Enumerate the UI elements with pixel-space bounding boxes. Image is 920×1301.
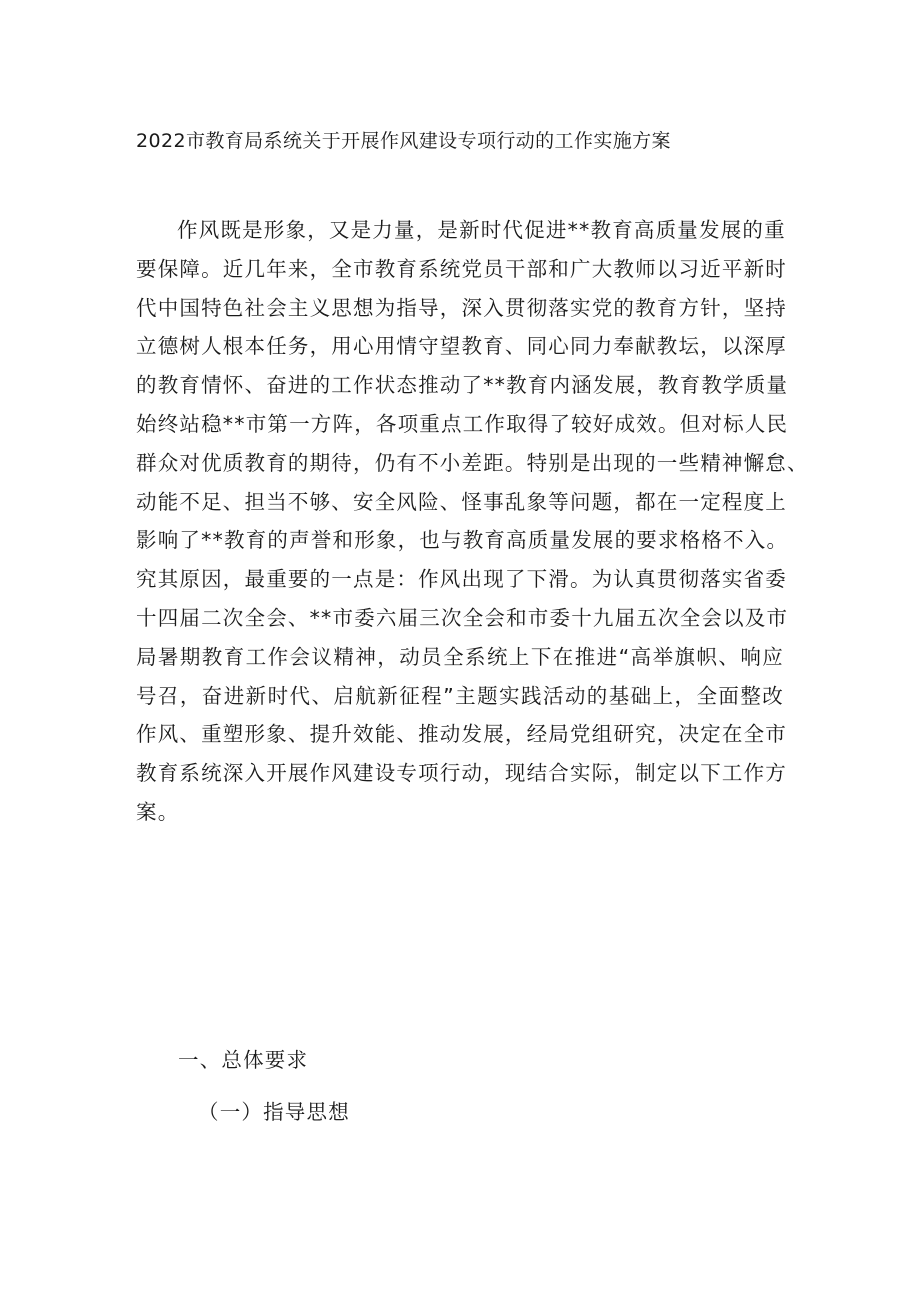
paragraph-line: 群众对优质教育的期待，仍有不小差距。特别是出现的一些精神懈怠、 [136,450,809,475]
paragraph-line: 要保障。近几年来，全市教育系统党员干部和广大教师以习近平新时 [136,256,787,281]
paragraph-line: 局暑期教育工作会议精神，动员全系统上下在推进“高举旗帜、响应 [136,644,784,669]
paragraph-line: 影响了**教育的声誉和形象，也与教育高质量发展的要求格格不入。 [136,528,789,553]
paragraph-line: 十四届二次全会、**市委六届三次全会和市委十九届五次全会以及市 [136,605,789,630]
paragraph-line: 作风、重塑形象、提升效能、推动发展，经局党组研究，决定在全市 [136,722,787,747]
paragraph-line: 号召，奋进新时代、启航新征程”主题实践活动的基础上，全面整改 [136,683,784,708]
paragraph-line: 案。 [136,799,180,824]
paragraph-line: 动能不足、担当不够、安全风险、怪事乱象等问题，都在一定程度上 [136,489,787,514]
paragraph-line: 作风既是形象，又是力量，是新时代促进**教育高质量发展的重 [177,218,786,242]
intro-paragraph [136,211,809,832]
paragraph-line: 代中国特色社会主义思想为指导，深入贯彻落实党的教育方针，坚持 [136,295,787,320]
paragraph-line: 究其原因，最重要的一点是：作风出现了下滑。为认真贯彻落实省委 [136,567,787,592]
paragraph-line: 立德树人根本任务，用心用情守望教育、同心同力奉献教坛，以深厚 [136,334,787,359]
paragraph-line: 始终站稳**市第一方阵，各项重点工作取得了较好成效。但对标人民 [136,411,789,436]
subsection-heading: （一）指导思想 [198,1100,350,1124]
section-heading: 一、总体要求 [178,1048,309,1072]
document-title: 2022市教育局系统关于开展作风建设专项行动的工作实施方案 [136,130,671,152]
paragraph-line: 的教育情怀、奋进的工作状态推动了**教育内涵发展，教育教学质量 [136,373,789,398]
paragraph-line: 教育系统深入开展作风建设专项行动，现结合实际，制定以下工作方 [136,761,787,786]
